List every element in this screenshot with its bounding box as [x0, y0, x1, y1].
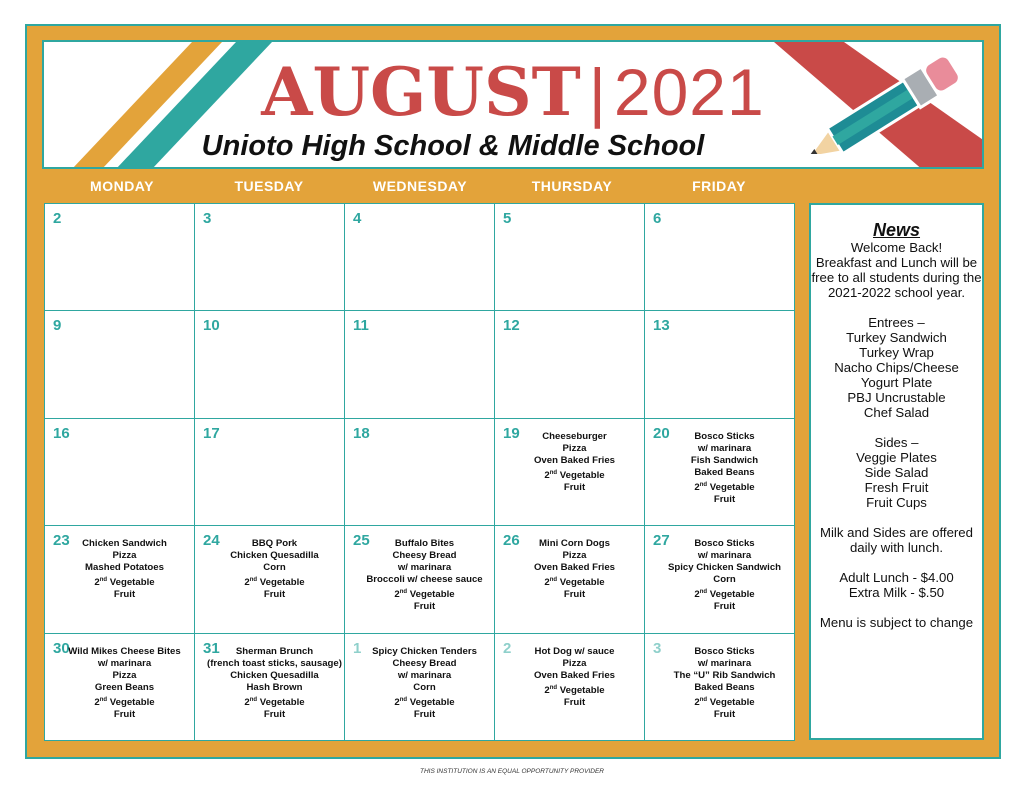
page-title — [44, 50, 982, 134]
day-number: 17 — [203, 424, 220, 442]
menu-list — [657, 431, 792, 506]
menu-item: Fruit — [113, 589, 136, 601]
day-number: 2 — [503, 639, 512, 657]
day-number: 10 — [203, 317, 220, 335]
news-panel — [809, 203, 984, 740]
menu-item: Bosco Sticks — [694, 538, 755, 550]
calendar-day-cell — [194, 310, 345, 418]
menu-item: Fruit — [713, 493, 736, 505]
menu-item: Fruit — [713, 708, 736, 720]
menu-item: Pizza — [562, 550, 587, 562]
menu-item: 2nd Vegetable — [244, 577, 305, 589]
day-number: 2 — [53, 210, 62, 227]
calendar-day-cell — [44, 203, 195, 311]
calendar-day-cell — [194, 418, 345, 526]
menu-item: Pizza — [562, 442, 587, 454]
day-number: 24 — [203, 532, 220, 550]
menu-item: Cheesy Bread — [392, 550, 457, 562]
menu-item: Pizza — [112, 550, 137, 562]
day-number: 20 — [653, 424, 670, 442]
calendar-day-cell — [344, 418, 495, 526]
menu-item: Fruit — [113, 708, 136, 720]
menu-item: BBQ Pork — [251, 538, 298, 550]
calendar-day-cell — [494, 203, 645, 311]
news-note: Menu is subject to change — [819, 615, 974, 630]
day-number: 12 — [503, 317, 520, 335]
menu-item: Wild Mikes Cheese Bites — [68, 645, 181, 657]
menu-item: Hash Brown — [246, 681, 303, 693]
menu-item: Pizza — [562, 657, 587, 669]
weekday-monday: MONDAY — [90, 178, 154, 194]
menu-list — [357, 538, 492, 613]
day-number: 30 — [53, 639, 70, 657]
calendar-day-cell — [644, 525, 795, 633]
menu-item: 2nd Vegetable — [394, 589, 455, 601]
menu-item: Fruit — [563, 696, 586, 708]
weekday-thursday: THURSDAY — [531, 178, 613, 194]
day-number: 6 — [653, 210, 662, 227]
footer-text: THIS INSTITUTION IS AN EQUAL OPPORTUNITY PROVIDER — [420, 768, 604, 775]
menu-item: Fruit — [563, 481, 586, 493]
menu-item: 2nd Vegetable — [544, 577, 605, 589]
menu-item: Spicy Chicken Sandwich — [667, 562, 782, 574]
menu-item: Fish Sandwich — [690, 454, 759, 466]
day-number: 13 — [653, 317, 670, 335]
calendar-header — [42, 40, 984, 169]
menu-list — [357, 646, 492, 721]
calendar-day-cell — [194, 525, 345, 633]
day-number: 16 — [53, 424, 70, 442]
menu-list — [207, 538, 342, 601]
menu-item: Corn — [713, 574, 736, 586]
menu-item: Fruit — [263, 589, 286, 601]
day-number: 31 — [203, 639, 220, 657]
calendar-day-cell — [644, 310, 795, 418]
calendar-day-cell — [194, 203, 345, 311]
menu-item: w/ marinara — [97, 657, 152, 669]
day-number: 1 — [353, 639, 362, 657]
menu-item: Fruit — [713, 601, 736, 613]
menu-item: Cheesy Bread — [392, 657, 457, 669]
menu-item: w/ marinara — [697, 657, 752, 669]
menu-item: Oven Baked Fries — [533, 454, 616, 466]
menu-list — [657, 646, 792, 721]
menu-item: Fruit — [413, 708, 436, 720]
menu-item: Chicken Quesadilla — [230, 669, 319, 681]
menu-item: 2nd Vegetable — [94, 577, 155, 589]
calendar-day-cell — [494, 418, 645, 526]
menu-list — [57, 646, 192, 721]
day-number: 5 — [503, 210, 512, 227]
menu-item: 2nd Vegetable — [244, 696, 305, 708]
menu-list — [657, 538, 792, 613]
calendar-day-cell — [494, 633, 645, 741]
menu-item: 2nd Vegetable — [94, 696, 155, 708]
menu-item: Pizza — [112, 669, 137, 681]
calendar-day-cell — [494, 525, 645, 633]
menu-item: Corn — [263, 562, 286, 574]
menu-item: Bosco Sticks — [694, 645, 755, 657]
menu-item: Fruit — [563, 589, 586, 601]
menu-list — [507, 646, 642, 709]
menu-item: (french toast sticks, sausage) — [207, 657, 342, 669]
calendar-day-cell — [644, 418, 795, 526]
menu-item: Hot Dog w/ sauce — [534, 645, 615, 657]
day-number: 18 — [353, 424, 370, 442]
calendar-day-cell — [194, 633, 345, 741]
news-entrees: Entrees – Turkey Sandwich Turkey Wrap Nacho Chips/Cheese Yogurt Plate PBJ Uncrustable Chef Salad — [834, 315, 959, 420]
menu-item: Spicy Chicken Tenders — [372, 645, 477, 657]
menu-item: Baked Beans — [694, 466, 755, 478]
menu-item: w/ marinara — [397, 562, 452, 574]
menu-item: 2nd Vegetable — [544, 684, 605, 696]
day-number: 19 — [503, 424, 520, 442]
calendar-day-cell — [344, 633, 495, 741]
menu-item: Bosco Sticks — [694, 430, 755, 442]
year-title: 2021 — [613, 55, 765, 129]
calendar-day-cell — [344, 203, 495, 311]
menu-item: 2nd Vegetable — [544, 469, 605, 481]
day-number: 3 — [203, 210, 212, 227]
weekday-tuesday: TUESDAY — [234, 178, 304, 194]
menu-item: The “U” Rib Sandwich — [673, 669, 776, 681]
news-sides: Sides – Veggie Plates Side Salad Fresh Fruit Fruit Cups — [856, 435, 937, 510]
news-title: News — [872, 220, 921, 240]
month-title: AUGUST — [261, 53, 581, 131]
menu-item: Baked Beans — [694, 681, 755, 693]
menu-item: Fruit — [413, 601, 436, 613]
menu-list — [207, 646, 342, 721]
menu-item: Fruit — [263, 708, 286, 720]
calendar-day-cell — [494, 310, 645, 418]
menu-item: 2nd Vegetable — [694, 696, 755, 708]
menu-item: Oven Baked Fries — [533, 562, 616, 574]
day-number: 11 — [353, 317, 369, 335]
menu-item: Green Beans — [94, 681, 155, 693]
menu-item: Mini Corn Dogs — [539, 538, 610, 550]
menu-list — [507, 431, 642, 494]
school-name: Unioto High School & Middle School — [201, 130, 705, 162]
menu-item: Broccoli w/ cheese sauce — [366, 574, 483, 586]
calendar-day-cell — [44, 418, 195, 526]
calendar-grid — [44, 203, 794, 740]
day-number: 23 — [53, 532, 70, 550]
weekday-friday: FRIDAY — [692, 178, 746, 194]
calendar-day-cell — [644, 203, 795, 311]
calendar-day-cell — [644, 633, 795, 741]
menu-item: Buffalo Bites — [394, 538, 455, 550]
day-number: 26 — [503, 532, 520, 550]
menu-item: w/ marinara — [697, 442, 752, 454]
calendar-day-cell — [44, 310, 195, 418]
menu-list — [507, 538, 642, 601]
calendar-day-cell — [44, 525, 195, 633]
menu-item: Corn — [413, 681, 436, 693]
news-intro: Welcome Back! Breakfast and Lunch will be free to all students during the 2021-2022 school year. — [811, 240, 982, 300]
calendar-day-cell — [344, 525, 495, 633]
menu-item: Cheeseburger — [542, 430, 607, 442]
calendar-day-cell — [344, 310, 495, 418]
news-prices: Adult Lunch - $4.00 Extra Milk - $.50 — [839, 570, 954, 600]
menu-item: 2nd Vegetable — [394, 696, 455, 708]
day-number: 25 — [353, 532, 370, 550]
menu-item: w/ marinara — [697, 550, 752, 562]
menu-item: 2nd Vegetable — [694, 481, 755, 493]
day-number: 3 — [653, 639, 662, 657]
menu-item: w/ marinara — [397, 669, 452, 681]
calendar-day-cell — [44, 633, 195, 741]
news-milk: Milk and Sides are offered daily with lunch. — [820, 525, 973, 555]
menu-item: 2nd Vegetable — [694, 589, 755, 601]
menu-item: Chicken Quesadilla — [230, 550, 319, 562]
title-divider: | — [588, 55, 606, 129]
day-number: 4 — [353, 210, 362, 227]
menu-item: Chicken Sandwich — [82, 538, 167, 550]
weekday-wednesday: WEDNESDAY — [372, 178, 468, 194]
menu-item: Sherman Brunch — [235, 645, 314, 657]
day-number: 9 — [53, 317, 62, 335]
day-number: 27 — [653, 532, 670, 550]
menu-list — [57, 538, 192, 601]
menu-item: Oven Baked Fries — [533, 669, 616, 681]
menu-item: Mashed Potatoes — [85, 562, 164, 574]
